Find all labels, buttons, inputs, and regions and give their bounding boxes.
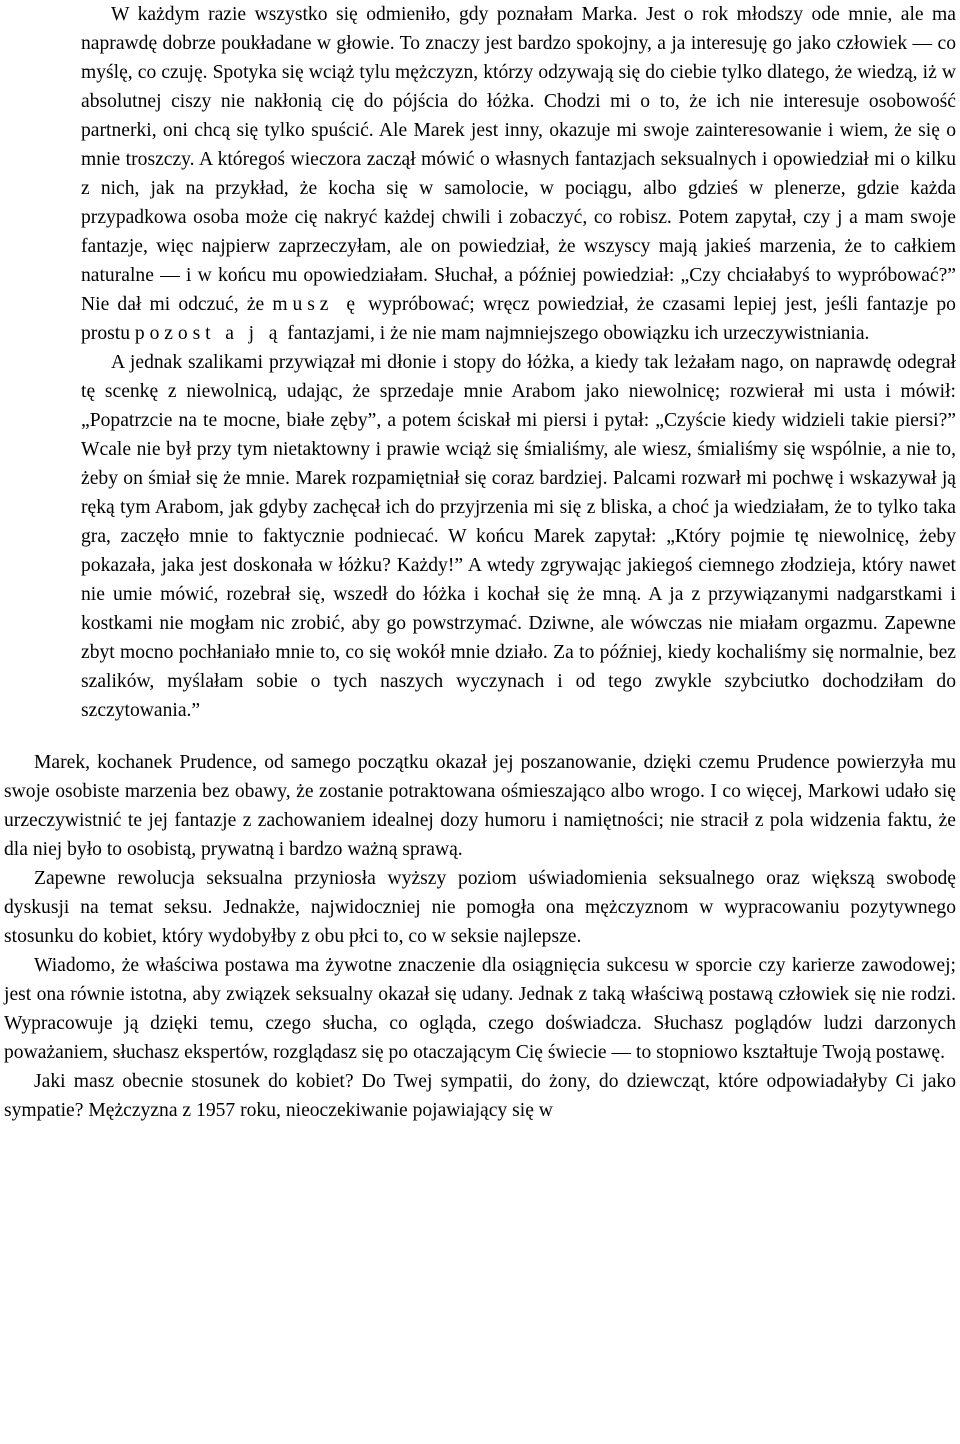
emphasis-spaced-text: pozost a j ą [134,323,283,344]
body-paragraph-4: Jaki masz obecnie stosunek do kobiet? Do Twej sympatii, do żony, do dziewcząt, które odpowiadałyby Ci jako sympatie? Mężczyzna z 1957 roku, nieoczekiwanie pojawiający się w [4,1071,956,1121]
quote-paragraph-1-mid: wypróbować; wręcz powiedział, że czasami lepiej jest, jeśli fantazje po prostu [81,294,956,344]
body-paragraph-3: Wiadomo, że właściwa postawa ma żywotne znaczenie dla osiągnięcia sukcesu w sporcie czy karierze zawodowej; jest ona równie istotna, aby związek seksualny okazał się udany. Jednak z taką właściwą postawą człowiek się nie rodzi. Wypracowuje ją dzięki temu, czego słucha, co ogląda, czego doświadcza. Słuchasz poglądów ludzi darzonych poważaniem, słuchasz ekspertów, rozglądasz się po otaczającym Cię świecie — to stopniowo kształtuje Twoją postawę. [4,955,956,1063]
quote-paragraph-1-text: W każdym razie wszystko się odmieniło, gdy poznałam Marka. Jest o rok młodszy ode mnie, ale ma naprawdę dobrze poukładane w głowie. To znaczy jest bardzo spokojny, a ja interesuję go jako człowiek — co myślę, co czuję. Spotyka się wciąż tylu mężczyzn, którzy odzywają się do ciebie tylko dlatego, że wiedzą, iż w absolutnej ciszy nie nakłonią cię do pójścia do łóżka. Chodzi mi o to, że ich nie interesuje osobowość partnerki, oni chcą się tylko spuścić. Ale Marek jest inny, okazuje mi swoje zainteresowanie i wiem, że się o mnie troszczy. A któregoś wieczora zaczął mówić o własnych fantazjach seksualnych i opowiedział mi o kilku z nich, jak na przykład, że kocha się w samolocie, w pociągu, albo gdzieś w plenerze, gdzie każda przypadkowa osoba może cię nakryć każdej chwili i zobaczyć, co robisz. Potem zapytał, czy j a mam swoje fantazje, więc najpierw zaprzeczyłam, ale on powiedział, że wszyscy mają jakieś marzenia, że to całkiem naturalne — i w końcu mu opowiedziałam. Słuchał, a później powiedział: „Czy chciałabyś to wypróbować?” Nie dał mi odczuć, że [81,4,956,315]
quote-paragraph-1-end: fantazjami, i że nie mam najmniejszego obowiązku ich urzeczywistniania. [282,323,870,344]
body-paragraph-2: Zapewne rewolucja seksualna przyniosła wyższy poziom uświadomienia seksualnego oraz większą swobodę dyskusji na temat seksu. Jednakże, najwidoczniej nie pomogła ona mężczyznom w wypracowaniu pozytywnego stosunku do kobiet, który wydobyłby z obu płci to, co w seksie najlepsze. [4,868,956,947]
document-page [4,0,956,1125]
quoted-passage [81,0,956,725]
quote-paragraph-1 [81,0,956,348]
emphasis-spaced-text: musz ę [272,294,360,315]
body-paragraph-1: Marek, kochanek Prudence, od samego początku okazał jej poszanowanie, dzięki czemu Prudence powierzyła mu swoje osobiste marzenia bez obawy, że zostanie potraktowana ośmieszająco albo wrogo. I co więcej, Markowi udało się urzeczywistnić te jej fantazje z zachowaniem idealnej dozy humoru i namiętności; nie stracił z pola widzenia faktu, że dla niej było to osobistą, prywatną i bardzo ważną sprawą. [4,752,956,860]
quote-paragraph-2: A jednak szalikami przywiązał mi dłonie i stopy do łóżka, a kiedy tak leżałam nago, on naprawdę odegrał tę scenkę z niewolnicą, udając, że sprzedaje mnie Arabom jako niewolnicę; rozwierał mi usta i mówił: „Popatrzcie na te mocne, białe zęby”, a potem ściskał mi piersi i pytał: „Czyście kiedy widzieli takie piersi?” Wcale nie był przy tym nietaktowny i prawie wciąż się śmialiśmy, ale wiesz, śmialiśmy się wspólnie, a nie to, żeby on śmiał się że mnie. Marek rozpamiętniał się coraz bardziej. Palcami rozwarł mi pochwę i wskazywał ją ręką tym Arabom, jak gdyby zachęcał ich do przyjrzenia mi się z bliska, a choć ja wiedziałam, że to tylko taka gra, zaczęło mnie to faktycznie podniecać. W końcu Marek zapytał: „Który pojmie tę niewolnicę, żeby pokazała, jaka jest doskonała w łóżku? Każdy!” A wtedy zgrywając jakiegoś ciemnego złodzieja, który nawet nie umie mówić, rozebrał się, wszedł do łóżka i kochał się że mną. A ja z przywiązanymi nadgarstkami i kostkami nie mogłam nic zrobić, aby go powstrzymać. Dziwne, ale wówczas nie miałam orgazmu. Zapewne zbyt mocno pochłaniało mnie to, co się wokół mnie działo. Za to później, kiedy kochaliśmy się normalnie, bez szalików, myślałam sobie o tych naszych wyczynach i od tego zwykle szybciutko dochodziłam do szczytowania.” [81,352,956,721]
